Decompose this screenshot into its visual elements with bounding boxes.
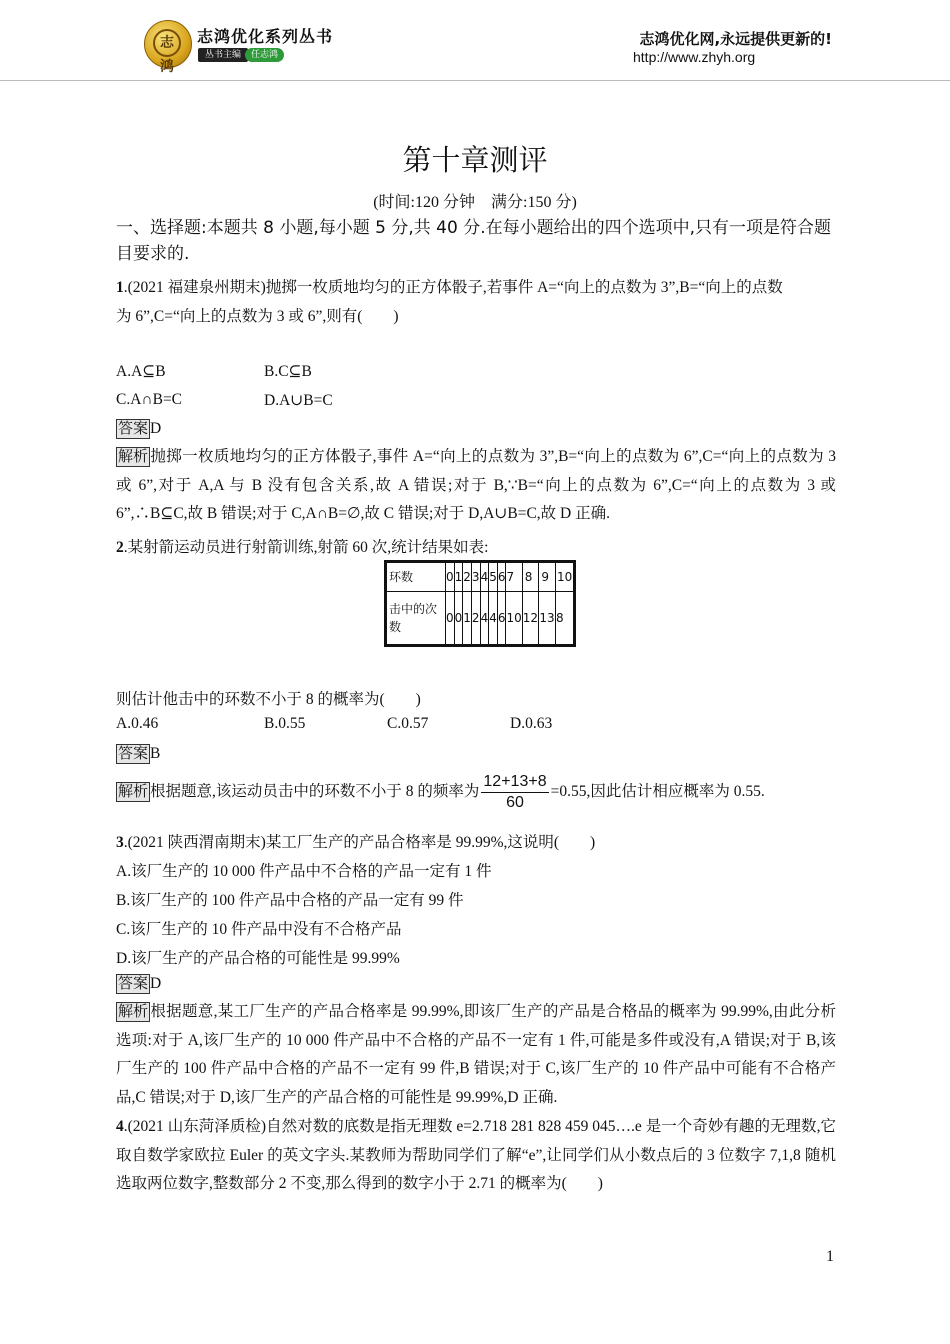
q2-analysis bbox=[116, 772, 765, 813]
q3-option-d: D.该厂生产的产品合格的可能性是 99.99% bbox=[116, 950, 400, 967]
table-cell: 12 bbox=[522, 592, 539, 646]
table-cell: 5 bbox=[489, 562, 498, 592]
q2-answer-value: B bbox=[150, 745, 161, 762]
exam-info: (时间:120 分钟 满分:150 分) bbox=[373, 194, 577, 211]
q1-answer-value: D bbox=[150, 420, 162, 437]
analysis-tag: 解析 bbox=[118, 1004, 149, 1020]
q1-text: .(2021 福建泉州期末)抛掷一枚质地均匀的正方体骰子,若事件 A=“向上的点数为 3”,B=“向上的点数 bbox=[123, 279, 783, 296]
q2-answer bbox=[116, 744, 160, 764]
table-cell: 2 bbox=[471, 592, 480, 646]
q3-option-a: A.该厂生产的 10 000 件产品中不合格的产品一定有 1 件 bbox=[116, 863, 492, 880]
q1-option-a: A.A⊆B bbox=[116, 363, 166, 380]
page-title: 第十章测评 bbox=[402, 143, 548, 177]
q1-option-d: D.A∪B=C bbox=[264, 392, 333, 409]
table-header-hits: 击中的次数 bbox=[386, 592, 446, 646]
table-cell: 2 bbox=[463, 562, 472, 592]
table-cell: 6 bbox=[497, 562, 506, 592]
table-cell: 7 bbox=[506, 562, 522, 592]
q1-analysis bbox=[116, 443, 836, 529]
logo-text: 志鸿 bbox=[153, 29, 181, 57]
table-cell: 3 bbox=[471, 562, 480, 592]
q3-answer-value: D bbox=[150, 975, 162, 992]
analysis-tag: 解析 bbox=[118, 449, 149, 465]
table-cell: 10 bbox=[556, 562, 575, 592]
q1-analysis-text: 抛掷一枚质地均匀的正方体骰子,事件 A=“向上的点数为 3”,B=“向上的点数为 6”,C=“向上的点数为 3 或 6”,对于 A,A 与 B 没有包含关系,故 A 错误;对于 B,∵B=“向上的点数为 6”,C=“向上的点数为 3 或 6”,∴B⊆C,故 B 错误;对于 C,A∩B=∅,故 C 错误;对于 D,A∪B=C,故 D 正确. bbox=[116, 448, 836, 522]
q4-number: 4 bbox=[116, 1118, 124, 1135]
table-cell: 8 bbox=[522, 562, 539, 592]
answer-tag: 答案 bbox=[118, 421, 149, 437]
q2-analysis-post: =0.55,因此估计相应概率为 0.55. bbox=[550, 783, 765, 801]
analysis-tag: 解析 bbox=[118, 784, 149, 801]
q2-number: 2 bbox=[116, 539, 124, 556]
q2-question: 则估计他击中的环数不小于 8 的概率为( ) bbox=[116, 691, 421, 708]
q3-option-c: C.该厂生产的 10 件产品中没有不合格产品 bbox=[116, 921, 402, 938]
q4-text: .(2021 山东菏泽质检)自然对数的底数是指无理数 e=2.718 281 828 459 045….e 是一个奇妙有趣的无理数,它取自数学家欧拉 Euler 的英文字头.某教师为帮助同学们了解“e”,让同学们从小数点后的 3 位数字 7,1,8 随机选取两位数字,整数部分 2 不变,那么得到的数字小于 2.71 的概率为( ) bbox=[116, 1118, 836, 1192]
q1-option-b: B.C⊆B bbox=[264, 363, 312, 380]
q2-option-d: D.0.63 bbox=[510, 715, 553, 732]
fraction-denominator: 60 bbox=[506, 794, 524, 811]
series-title: 志鸿优化系列丛书 bbox=[197, 27, 334, 46]
table-cell: 8 bbox=[556, 592, 575, 646]
q1-option-c: C.A∩B=C bbox=[116, 391, 183, 408]
table-cell: 10 bbox=[506, 592, 522, 646]
table-cell: 1 bbox=[454, 562, 463, 592]
table-cell: 0 bbox=[446, 562, 455, 592]
header-slogan: 志鸿优化网,永远提供更新的! bbox=[639, 30, 832, 48]
table-cell: 13 bbox=[539, 592, 556, 646]
q3-option-b: B.该厂生产的 100 件产品中合格的产品一定有 99 件 bbox=[116, 892, 464, 909]
q3-number: 3 bbox=[116, 834, 124, 851]
q3-text: .(2021 陕西渭南期末)某工厂生产的产品合格率是 99.99%,这说明( ) bbox=[123, 834, 596, 851]
table-cell: 6 bbox=[497, 592, 506, 646]
table-row bbox=[386, 562, 575, 592]
table-row bbox=[386, 592, 575, 646]
q2-analysis-pre: 根据题意,该运动员击中的环数不小于 8 的频率为 bbox=[150, 783, 480, 801]
q1-stem-line2: 为 6”,C=“向上的点数为 3 或 6”,则有( ) bbox=[116, 308, 399, 325]
q3-stem bbox=[116, 830, 595, 852]
table-cell: 9 bbox=[539, 562, 556, 592]
q3-answer bbox=[116, 974, 161, 994]
q3-analysis bbox=[116, 998, 836, 1112]
table-cell: 4 bbox=[480, 562, 489, 592]
table-cell: 0 bbox=[454, 592, 463, 646]
answer-tag: 答案 bbox=[118, 976, 149, 992]
q2-option-c: C.0.57 bbox=[387, 715, 429, 732]
table-cell: 4 bbox=[489, 592, 498, 646]
table-cell: 0 bbox=[446, 592, 455, 646]
fraction-numerator: 12+13+8 bbox=[481, 772, 548, 793]
header-divider bbox=[0, 80, 950, 81]
q3-analysis-text: 根据题意,某工厂生产的产品合格率是 99.99%,即该厂生产的产品是合格品的概率为 99.99%,由此分析选项:对于 A,该厂生产的 10 000 件产品中不合格的产品不一定有 1 件,可能是多件或没有,A 错误;对于 B,该厂生产的 100 件产品中合格的产品不一定有 99 件,B 错误;对于 C,该厂生产的 10 件产品中可能有不合格产品,C 错误;对于 D,该厂生产的产品合格的可能性是 99.99%,D 正确. bbox=[116, 1003, 836, 1106]
q4-stem bbox=[116, 1113, 836, 1199]
answer-tag: 答案 bbox=[118, 746, 149, 762]
q2-option-a: A.0.46 bbox=[116, 715, 159, 732]
site-url[interactable]: http://www.zhyh.org bbox=[633, 49, 756, 65]
score-table bbox=[384, 560, 576, 647]
q1-stem-line1 bbox=[116, 275, 783, 297]
q2-option-b: B.0.55 bbox=[264, 715, 306, 732]
fraction bbox=[481, 772, 548, 813]
q2-text: .某射箭运动员进行射箭训练,射箭 60 次,统计结果如表: bbox=[123, 539, 489, 556]
table-header-rings: 环数 bbox=[386, 562, 446, 592]
section-heading: 一、选择题:本题共 8 小题,每小题 5 分,共 40 分.在每小题给出的四个选项中,只有一项是符合题目要求的. bbox=[116, 218, 832, 264]
editor-label: 丛书主编 bbox=[198, 48, 248, 62]
series-logo bbox=[144, 20, 192, 75]
editor-name: 任志鸿 bbox=[245, 48, 284, 62]
q2-stem bbox=[116, 535, 488, 557]
q1-answer bbox=[116, 419, 161, 439]
table-cell: 1 bbox=[463, 592, 472, 646]
q1-number: 1 bbox=[116, 279, 124, 296]
table-cell: 4 bbox=[480, 592, 489, 646]
page-number: 1 bbox=[826, 1248, 834, 1265]
